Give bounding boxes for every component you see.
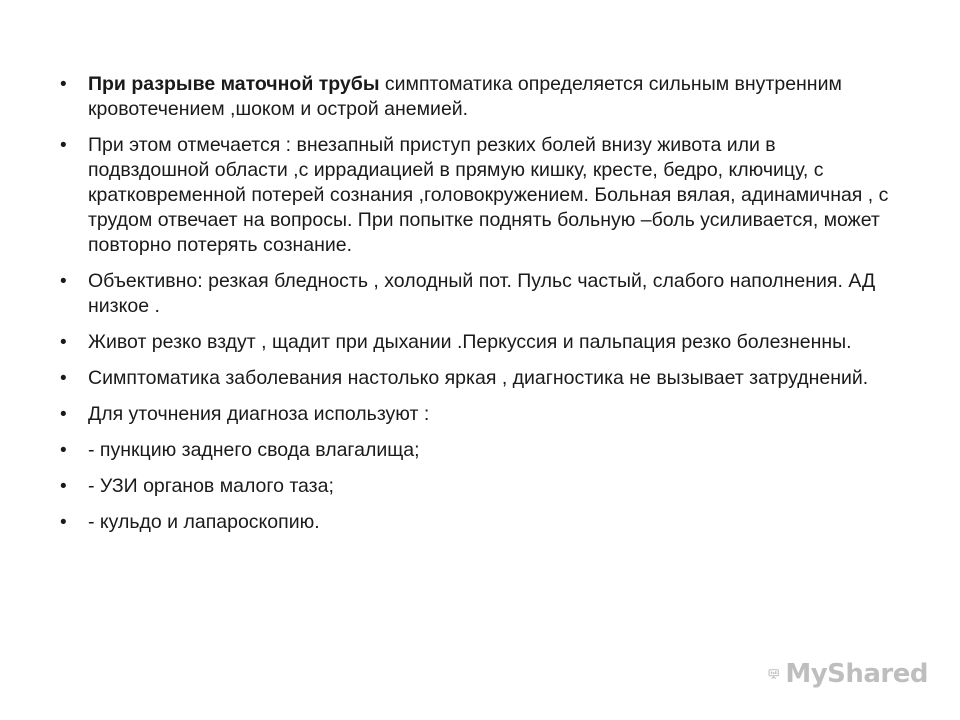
list-item bbox=[60, 330, 900, 355]
slide-content bbox=[60, 72, 900, 546]
list-item bbox=[60, 474, 900, 499]
list-item bbox=[60, 438, 900, 463]
list-item bbox=[60, 269, 900, 319]
presentation-board-icon bbox=[768, 658, 779, 690]
list-item bbox=[60, 510, 900, 535]
bullet-dot: • bbox=[60, 440, 67, 461]
bullet-dot: • bbox=[60, 271, 67, 292]
bullet-text: Симптоматика заболевания настолько яркая , диагностика не вызывает затруднений. bbox=[88, 367, 869, 389]
bullet-dot: • bbox=[60, 368, 67, 389]
watermark-text: MyShared bbox=[785, 659, 928, 689]
bullet-text: При этом отмечается : внезапный приступ резких болей внизу живота или в подвздошной области ,с иррадиацией в прямую кишку, кресте, бедро, ключицу, с кратковременной потерей сознания ,головокружением. Больная вялая, адинамичная , с трудом отвечает на вопросы. При попытке поднять больную –боль усиливается, может повторно потерять сознание. bbox=[88, 134, 889, 256]
list-item bbox=[60, 402, 900, 427]
bullet-dot: • bbox=[60, 74, 67, 95]
bullet-text: - УЗИ органов малого таза; bbox=[88, 475, 334, 497]
bullet-list bbox=[60, 72, 900, 535]
bullet-dot: • bbox=[60, 404, 67, 425]
bullet-text: Живот резко вздут , щадит при дыхании .Перкуссия и пальпация резко болезненны. bbox=[88, 331, 852, 353]
bullet-dot: • bbox=[60, 476, 67, 497]
bullet-dot: • bbox=[60, 332, 67, 353]
bullet-text: Объективно: резкая бледность , холодный пот. Пульс частый, слабого наполнения. АД низкое . bbox=[88, 270, 876, 317]
bullet-dot: • bbox=[60, 135, 67, 156]
list-item bbox=[60, 72, 900, 122]
bullet-text: Для уточнения диагноза используют : bbox=[88, 403, 430, 425]
watermark-logo bbox=[768, 656, 928, 692]
bullet-text: - пункцию заднего свода влагалища; bbox=[88, 439, 420, 461]
list-item bbox=[60, 133, 900, 258]
list-item bbox=[60, 366, 900, 391]
bullet-text: - кульдо и лапароскопию. bbox=[88, 511, 320, 533]
bullet-dot: • bbox=[60, 512, 67, 533]
bullet-text: симптоматика определяется сильным внутренним кровотечением ,шоком и острой анемией. bbox=[88, 73, 842, 120]
bullet-bold-text: При разрыве маточной трубы bbox=[88, 73, 380, 95]
